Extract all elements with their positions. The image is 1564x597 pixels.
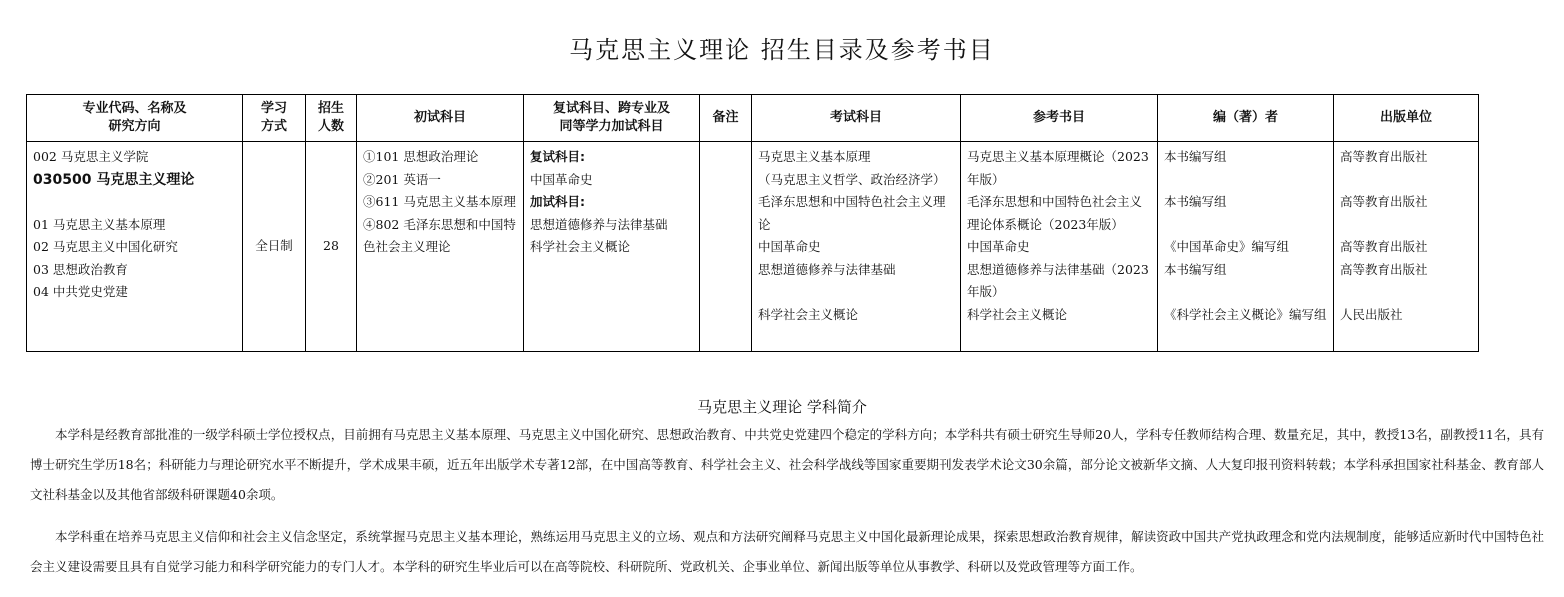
author-item: 《科学社会主义概论》编写组 xyxy=(1164,306,1327,322)
cell-remarks xyxy=(700,142,752,352)
table-header-row xyxy=(27,95,1479,142)
direction-item: 03 思想政治教育 xyxy=(33,261,128,277)
direction-item: 04 中共党史党建 xyxy=(33,284,128,299)
intro-paragraph-2: 本学科重在培养马克思主义信仰和社会主义信念坚定，系统掌握马克思主义基本理论，熟练运用马克思主义的立场、观点和方法研究阐释马克思主义中国化最新理论成果，探索思想政治教育规律，解读资政中国共产党执政理念和党内法规制度，能够适应新时代中国特色社会主义建设需要且具有自觉学习能力和科学研究能力的专门人才。本学科的研究生毕业后可以在高等院校、科研院所、党政机关、企事业单位、新闻出版等单位从事教学、科研以及党政管理等方面工作。 xyxy=(30,529,1544,574)
exam-subject-item: （马克思主义哲学、政治经济学） xyxy=(758,171,946,187)
header-major: 专业代码、名称及 研究方向 xyxy=(27,95,243,142)
cell-reference-book xyxy=(961,142,1158,352)
cell-study-mode: 全日制 xyxy=(243,142,306,352)
addtest-label: 加试科目: xyxy=(530,194,585,209)
exam-subject-item: 思想道德修养与法律基础 xyxy=(758,261,896,277)
reference-book-item: 中国革命史 xyxy=(967,239,1030,254)
exam-subject-item: 马克思主义基本原理 xyxy=(758,149,871,164)
school-name: 002 马克思主义学院 xyxy=(33,149,149,164)
addtest-item: 思想道德修养与法律基础 xyxy=(530,216,668,232)
publisher-item: 高等教育出版社 xyxy=(1340,194,1428,209)
cell-initial-exam xyxy=(357,142,524,352)
header-initial-exam: 初试科目 xyxy=(357,95,524,142)
publisher-item: 人民出版社 xyxy=(1340,306,1403,322)
header-exam-subject: 考试科目 xyxy=(752,95,961,142)
reference-book-item: 思想道德修养与法律基础（2023年版） xyxy=(967,261,1149,299)
publisher-item: 高等教育出版社 xyxy=(1340,261,1428,277)
reference-book-item: 马克思主义基本原理概论（2023年版） xyxy=(967,149,1149,187)
header-author: 编（著）者 xyxy=(1158,95,1334,142)
author-item: 《中国革命史》编写组 xyxy=(1164,239,1290,254)
cell-major xyxy=(27,142,243,352)
header-retest: 复试科目、跨专业及 同等学力加试科目 xyxy=(524,95,700,142)
cell-publisher xyxy=(1334,142,1479,352)
exam-subject-item: 科学社会主义概论 xyxy=(758,306,859,322)
exam-item: ①101 思想政治理论 xyxy=(363,149,479,164)
exam-subject-item: 中国革命史 xyxy=(758,239,821,254)
direction-item: 02 马克思主义中国化研究 xyxy=(33,239,178,254)
cell-author xyxy=(1158,142,1334,352)
header-reference-book: 参考书目 xyxy=(961,95,1158,142)
retest-label: 复试科目: xyxy=(530,149,585,164)
intro-heading: 马克思主义理论 学科简介 xyxy=(697,398,867,416)
header-publisher: 出版单位 xyxy=(1334,95,1479,142)
exam-item: ②201 英语一 xyxy=(363,171,441,187)
author-item: 本书编写组 xyxy=(1164,194,1227,209)
header-enrollment: 招生 人数 xyxy=(306,95,357,142)
reference-book-item: 毛泽东思想和中国特色社会主义理论体系概论（2023年版） xyxy=(967,194,1143,232)
reference-book-item: 科学社会主义概论 xyxy=(967,306,1068,322)
author-item: 本书编写组 xyxy=(1164,149,1227,164)
cell-retest xyxy=(524,142,700,352)
direction-item: 01 马克思主义基本原理 xyxy=(33,216,166,232)
author-item: 本书编写组 xyxy=(1164,261,1227,277)
header-remarks: 备注 xyxy=(700,95,752,142)
retest-item: 中国革命史 xyxy=(530,171,593,187)
intro-paragraph-1: 本学科是经教育部批准的一级学科硕士学位授权点，目前拥有马克思主义基本原理、马克思主义中国化研究、思想政治教育、中共党史党建四个稳定的学科方向；本学科共有硕士研究生导师20人，学科专任教师结构合理、数量充足，其中，教授13名，副教授11名，具有博士研究生学历18名；科研能力与理论研究水平不断提升，学术成果丰硕，近五年出版学术专著12部，在中国高等教育、科学社会主义、社会科学战线等国家重要期刊发表学术论文30余篇，部分论文被新华文摘、人大复印报刊资料转载；本学科承担国家社科基金、教育部人文社科基金以及其他省部级科研课题40余项。 xyxy=(30,427,1544,502)
cell-enrollment: 28 xyxy=(306,142,357,352)
page-title: 马克思主义理论 招生目录及参考书目 xyxy=(569,36,995,64)
major-name: 030500 马克思主义理论 xyxy=(33,171,195,188)
publisher-item: 高等教育出版社 xyxy=(1340,239,1428,254)
exam-item: ④802 毛泽东思想和中国特色社会主义理论 xyxy=(363,216,516,254)
cell-exam-subject xyxy=(752,142,961,352)
exam-subject-item: 毛泽东思想和中国特色社会主义理论 xyxy=(758,194,946,232)
header-study-mode: 学习 方式 xyxy=(243,95,306,142)
addtest-item: 科学社会主义概论 xyxy=(530,239,631,254)
table-row xyxy=(27,142,1479,352)
admission-catalog-table xyxy=(26,94,1479,352)
publisher-item: 高等教育出版社 xyxy=(1340,149,1428,164)
exam-item: ③611 马克思主义基本原理 xyxy=(363,194,516,209)
